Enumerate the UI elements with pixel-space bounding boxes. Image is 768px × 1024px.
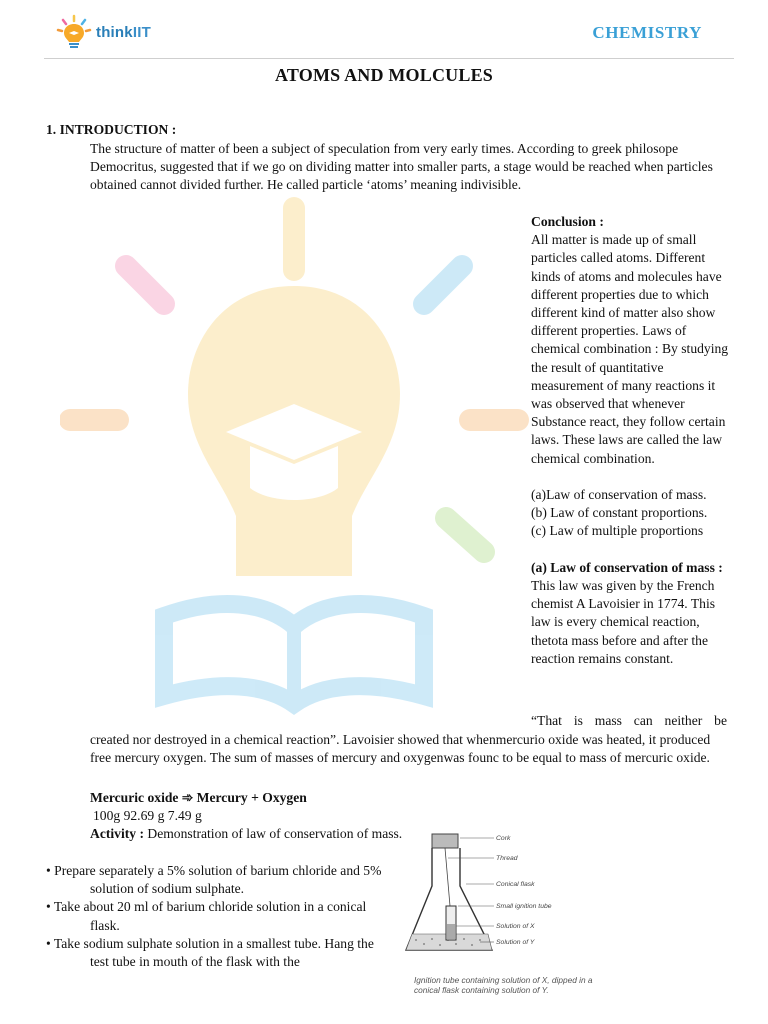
spacer (531, 541, 731, 559)
reaction-equation: Mercuric oxide ➾ Mercury + Oxygen (90, 790, 307, 805)
watermark-bulb-icon (60, 196, 540, 716)
brand-name (96, 24, 151, 42)
figure-label: Solution of Y (496, 939, 535, 946)
right-column (531, 213, 731, 668)
watermark-lightbulb (60, 196, 540, 716)
figure-label: Small ignition tube (496, 903, 552, 910)
law-a-text: This law was given by the French chemist A Lavoisier in 1774. This law is every chemical reaction, thetota mass before and after the reaction remains constant. (531, 578, 716, 666)
activity-text: Demonstration of law of conservation of mass. (143, 826, 403, 841)
conclusion-text: All matter is made up of small particles called atoms. Different kinds of atoms and molecules have different properties due to which different kind of matter also show different properties. Laws of chemical combination : By studying the result of quantitative measurement of many reactions it was observed that whenever Substance react, they follow certain laws. These laws are called the law chemical combination. (531, 232, 729, 466)
law-a-heading: (a) Law of conservation of mass : (531, 559, 723, 575)
figure-label: Thread (496, 855, 518, 862)
step-continuation: test tube in mouth of the flask with the (90, 954, 300, 970)
cork-icon (432, 834, 458, 848)
subject-title: CHEMISTRY (592, 23, 702, 42)
list-item (46, 898, 406, 934)
header-divider (44, 58, 734, 59)
list-item (46, 862, 406, 898)
brand-suffix: IIT (132, 24, 151, 41)
figure-label: Cork (496, 835, 511, 842)
step-first-line: • Take about 20 ml of barium chloride solution in a conical (46, 899, 367, 915)
law-item: (a)Law of conservation of mass. (531, 487, 707, 503)
activity-steps (46, 862, 406, 971)
lavoisier-paragraph: created nor destroyed in a chemical reaction”. Lavoisier showed that whenmercurio oxide was heated, it produced free mercury oxygen. The sum of masses of mercury and oxygenwas founc to be equal to mass of mercuric oxide. (90, 732, 711, 766)
page-title: ATOMS AND MOLCULES (275, 65, 493, 85)
figure-caption: Ignition tube containing solution of X, dipped in a conical flask containing solution of Y. (414, 975, 593, 995)
activity-paragraph (90, 825, 405, 843)
law-item: (c) Law of multiple proportions (531, 523, 704, 539)
reaction-masses: 100g 92.69 g 7.49 g (93, 808, 202, 823)
step-continuation: flask. (90, 917, 120, 933)
figure-label: Solution of X (496, 923, 535, 930)
activity-label: Activity : (90, 826, 144, 841)
list-item (46, 935, 406, 971)
step-continuation: solution of sodium sulphate. (90, 881, 245, 897)
conclusion-heading: Conclusion : (531, 214, 604, 229)
intro-paragraph: The structure of matter of been a subject of speculation from very early times. According to greek philosope Democritus, suggested that if we go on dividing matter into smaller parts, a stage would be reached when particles obtained cannot divided further. He called particle ‘atoms’ meaning indivisible. (90, 141, 713, 193)
conical-flask-icon (402, 826, 582, 976)
step-first-line: • Take sodium sulphate solution in a smallest tube. Hang the (46, 935, 374, 951)
lightbulb-logo-icon (52, 14, 96, 56)
law-item: (b) Law of constant proportions. (531, 505, 708, 521)
section-heading: 1. INTRODUCTION : (46, 122, 177, 137)
step-first-line: • Prepare separately a 5% solution of barium chloride and 5% (46, 863, 382, 878)
quote-start: “That is mass can neither be (531, 713, 727, 728)
spacer (531, 468, 731, 486)
brand-prefix: think (96, 24, 133, 41)
figure-label: Conical flask (496, 881, 535, 888)
